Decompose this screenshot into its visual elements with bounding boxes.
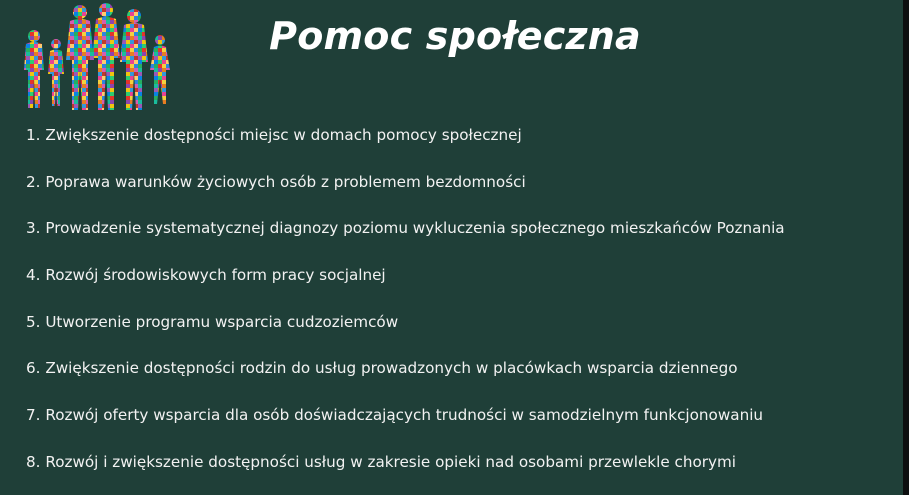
goals-list: [26, 112, 896, 486]
list-item: 2. Poprawa warunków życiowych osób z problemem bezdomności: [26, 172, 526, 191]
list-item: 3. Prowadzenie systematycznej diagnozy poziomu wykluczenia społecznego mieszkańców Poznania: [26, 219, 785, 238]
list-item: 6. Zwiększenie dostępności rodzin do usług prowadzonych w placówkach wsparcia dziennego: [26, 359, 738, 378]
list-item: 7. Rozwój oferty wsparcia dla osób doświadczających trudności w samodzielnym funkcjonowaniu: [26, 406, 764, 425]
list-item: 8. Rozwój i zwiększenie dostępności usług w zakresie opieki nad osobami przewlekle chorymi: [26, 452, 737, 471]
list-item: 4. Rozwój środowiskowych form pracy socjalnej: [26, 266, 386, 285]
list-item: 1. Zwiększenie dostępności miejsc w domach pomocy społecznej: [26, 126, 522, 144]
list-item: 5. Utworzenie programu wsparcia cudzoziemców: [26, 312, 399, 331]
family-mosaic-icon: [14, 0, 172, 112]
page-title: Pomoc społeczna: [269, 14, 641, 58]
